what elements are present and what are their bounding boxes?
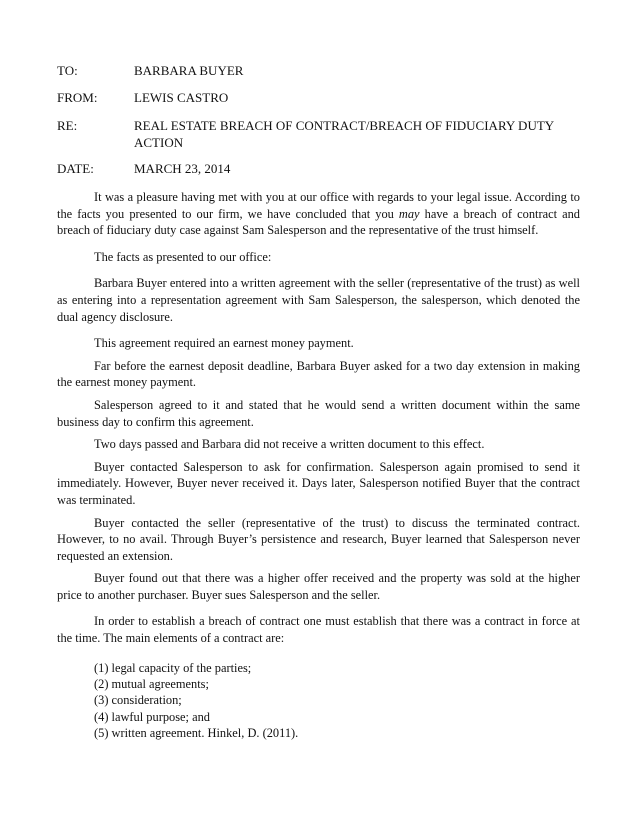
- memo-body: [57, 189, 580, 741]
- fact-paragraph: Barbara Buyer entered into a written agreement with the seller (representative of the trust) as well as entering into a representation agreement with Sam Salesperson, the salesperson, which denoted the dual agency disclosure.: [57, 276, 580, 324]
- fact-paragraph: Far before the earnest deposit deadline, Barbara Buyer asked for a two day extension in making the earnest money payment.: [57, 358, 580, 390]
- fact-paragraph: This agreement required an earnest money payment.: [94, 336, 354, 351]
- from-label: FROM:: [57, 90, 98, 105]
- list-item: (4) lawful purpose; and: [94, 709, 210, 724]
- re-value: REAL ESTATE BREACH OF CONTRACT/BREACH OF FIDUCIARY DUTY ACTION: [134, 118, 554, 150]
- fact-paragraph: Two days passed and Barbara did not receive a written document to this effect.: [94, 437, 485, 452]
- contract-elements-intro: In order to establish a breach of contract one must establish that there was a contract in force at the time. The main elements of a contract are:: [57, 614, 580, 646]
- list-item: (3) consideration;: [94, 693, 182, 708]
- contract-elements-list: [94, 660, 580, 741]
- fact-paragraph: Salesperson agreed to it and stated that he would send a written document within the same business day to confirm this agreement.: [57, 397, 580, 429]
- list-item: (5) written agreement. Hinkel, D. (2011).: [94, 725, 299, 740]
- re-label: RE:: [57, 118, 78, 133]
- from-value: LEWIS CASTRO: [134, 90, 229, 105]
- may-emphasis: may: [398, 206, 420, 221]
- to-value: BARBARA BUYER: [134, 63, 244, 78]
- fact-paragraph: Buyer contacted the seller (representative of the trust) to discuss the terminated contract. However, to no avail. Through Buyer’s persistence and research, Buyer learned that Salesperson never requested an extension.: [57, 515, 580, 563]
- fact-paragraph: Buyer found out that there was a higher offer received and the property was sold at the higher price to another purchaser. Buyer sues Salesperson and the seller.: [57, 571, 580, 602]
- fact-paragraph: Buyer contacted Salesperson to ask for confirmation. Salesperson again promised to send it immediately. However, Buyer never received it. Days later, Salesperson notified Buyer that the contract was terminated.: [57, 459, 580, 507]
- date-label: DATE:: [57, 161, 94, 176]
- list-item: (2) mutual agreements;: [94, 676, 209, 691]
- list-item: (1) legal capacity of the parties;: [94, 660, 252, 675]
- intro-paragraph: It was a pleasure having met with you at our office with regards to your legal issue. According to the facts you presented to our firm, we have concluded that you may have a breach of contract and breach of fiduciary duty case against Sam Salesperson and the representative of the trust himself.: [57, 190, 580, 238]
- to-label: TO:: [57, 63, 78, 78]
- facts-heading: The facts as presented to our office:: [94, 249, 272, 264]
- date-value: MARCH 23, 2014: [134, 161, 231, 176]
